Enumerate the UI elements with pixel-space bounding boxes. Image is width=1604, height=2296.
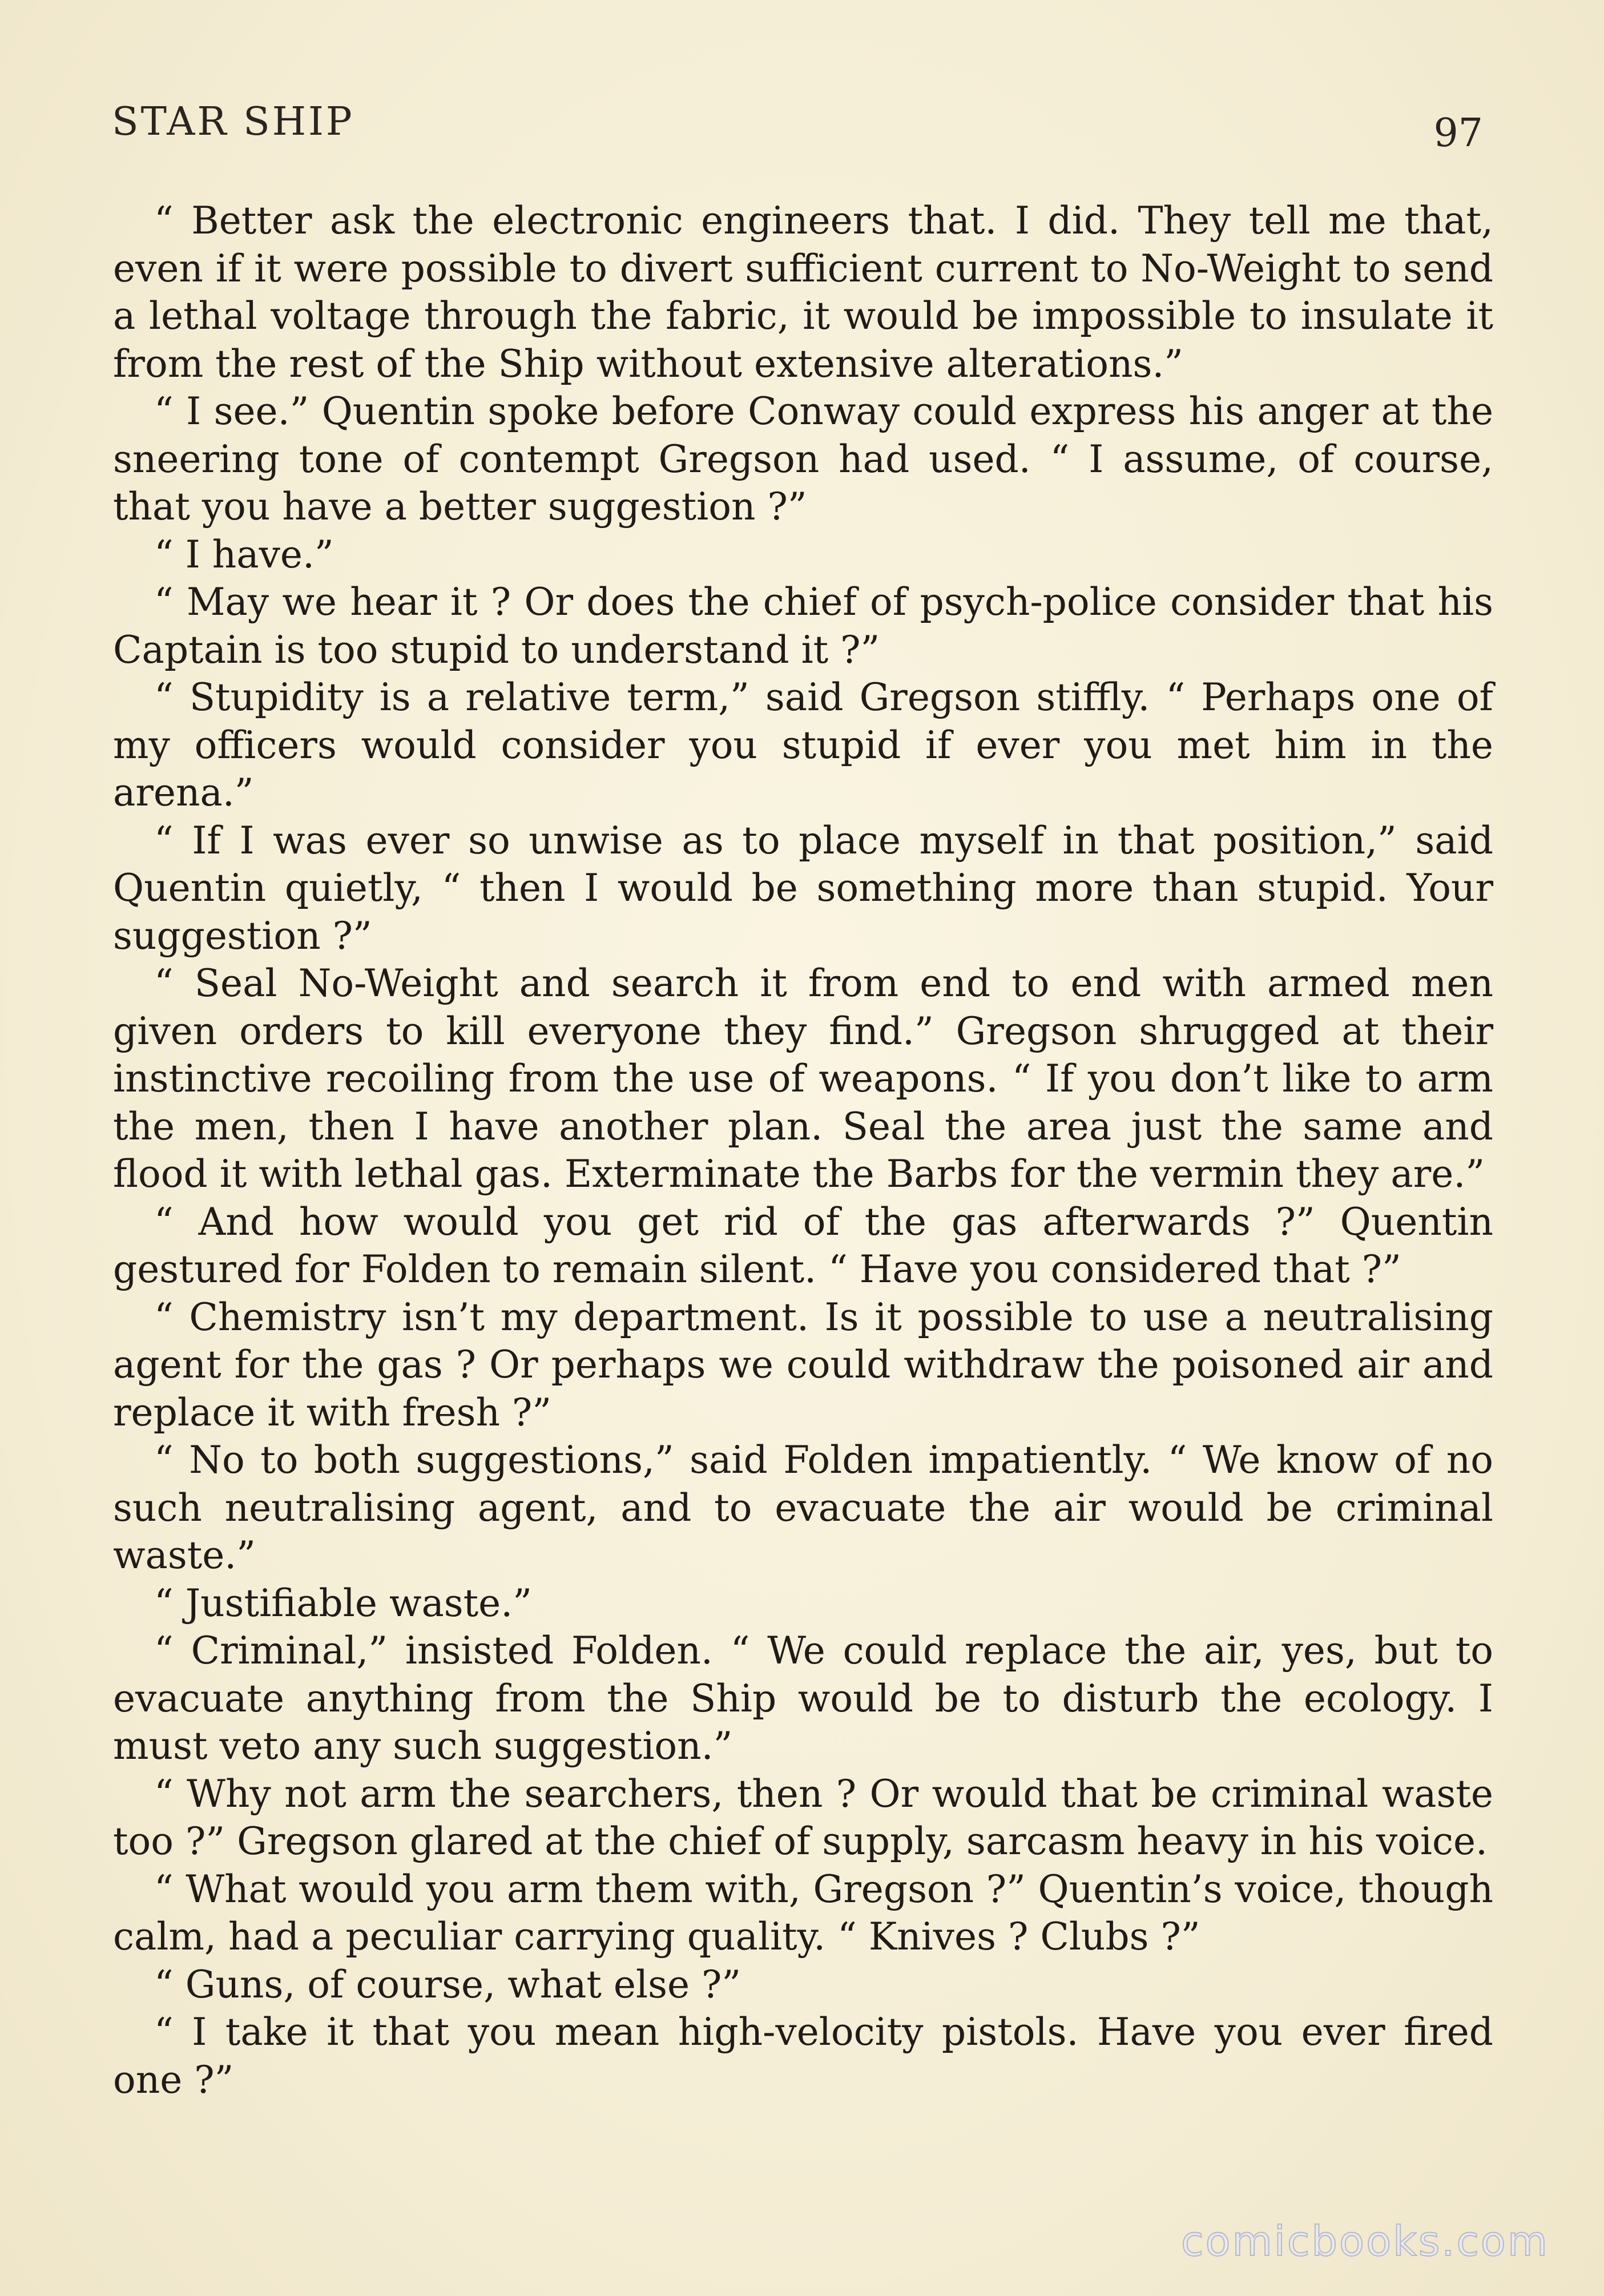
paragraph: “ I have.”	[154, 532, 334, 577]
paragraph: “ Chemistry isn’t my department. Is it possible to use a neutralising agent for the gas ? Or perhaps we could withdraw the poisoned air and replace it with fresh ?”	[113, 1295, 1493, 1435]
paragraph: “ And how would you get rid of the gas afterwards ?” Quentin gestured for Folden to remain silent. “ Have you considered that ?”	[113, 1199, 1493, 1291]
paragraph: “ No to both suggestions,” said Folden impatiently. “ We know of no such neutralising agent, and to evacuate the air would be criminal waste.”	[113, 1438, 1493, 1577]
paragraph: “ I take it that you mean high-velocity pistols. Have you ever fired one ?”	[113, 2010, 1493, 2102]
paragraph: “ Better ask the electronic engineers that. I did. They tell me that, even if it were possible to divert sufficient current to No-Weight to send a lethal voltage through the fabric, it would be impossible to insulate it from the rest of the Ship without extensive alterations.”	[113, 199, 1493, 386]
running-title: STAR SHIP	[112, 99, 354, 144]
paragraph: “ May we hear it ? Or does the chief of psych-police consider that his Captain is too stupid to understand it ?”	[113, 580, 1493, 672]
paragraph: “ Guns, of course, what else ?”	[154, 1962, 741, 2007]
page-number: 97	[1433, 111, 1483, 156]
paragraph: “ Criminal,” insisted Folden. “ We could replace the air, yes, but to evacuate anything from the Ship would be to disturb the ecology. I must veto any such suggestion.”	[113, 1629, 1493, 1768]
paragraph: “ What would you arm them with, Gregson ?” Quentin’s voice, though calm, had a peculiar carrying quality. “ Knives ? Clubs ?”	[113, 1867, 1493, 1959]
paragraph: “ Stupidity is a relative term,” said Gregson stiffly. “ Perhaps one of my officers would consider you stupid if ever you met him in the arena.”	[113, 675, 1493, 815]
paragraph: “ I see.” Quentin spoke before Conway could express his anger at the sneering tone of contempt Gregson had used. “ I assume, of course, that you have a better suggestion ?”	[113, 389, 1493, 529]
paragraph: “ Why not arm the searchers, then ? Or would that be criminal waste too ?” Gregson glared at the chief of supply, sarcasm heavy in his voice.	[113, 1771, 1493, 1863]
watermark: comicbooks.com	[1180, 2217, 1549, 2265]
paragraph: “ If I was ever so unwise as to place myself in that position,” said Quentin quietly, “ then I would be something more than stupid. Your suggestion ?”	[113, 818, 1493, 958]
paragraph: “ Seal No-Weight and search it from end to end with armed men given orders to kill everyone they find.” Gregson shrugged at their instinctive recoiling from the use of weapons. “ If you don’t like to arm the men, then I have another plan. Seal the area just the same and flood it with lethal gas. Exterminate the Barbs for the vermin they are.”	[113, 961, 1493, 1196]
paragraph: “ Justifiable waste.”	[154, 1581, 532, 1625]
body-text	[113, 197, 1493, 2104]
